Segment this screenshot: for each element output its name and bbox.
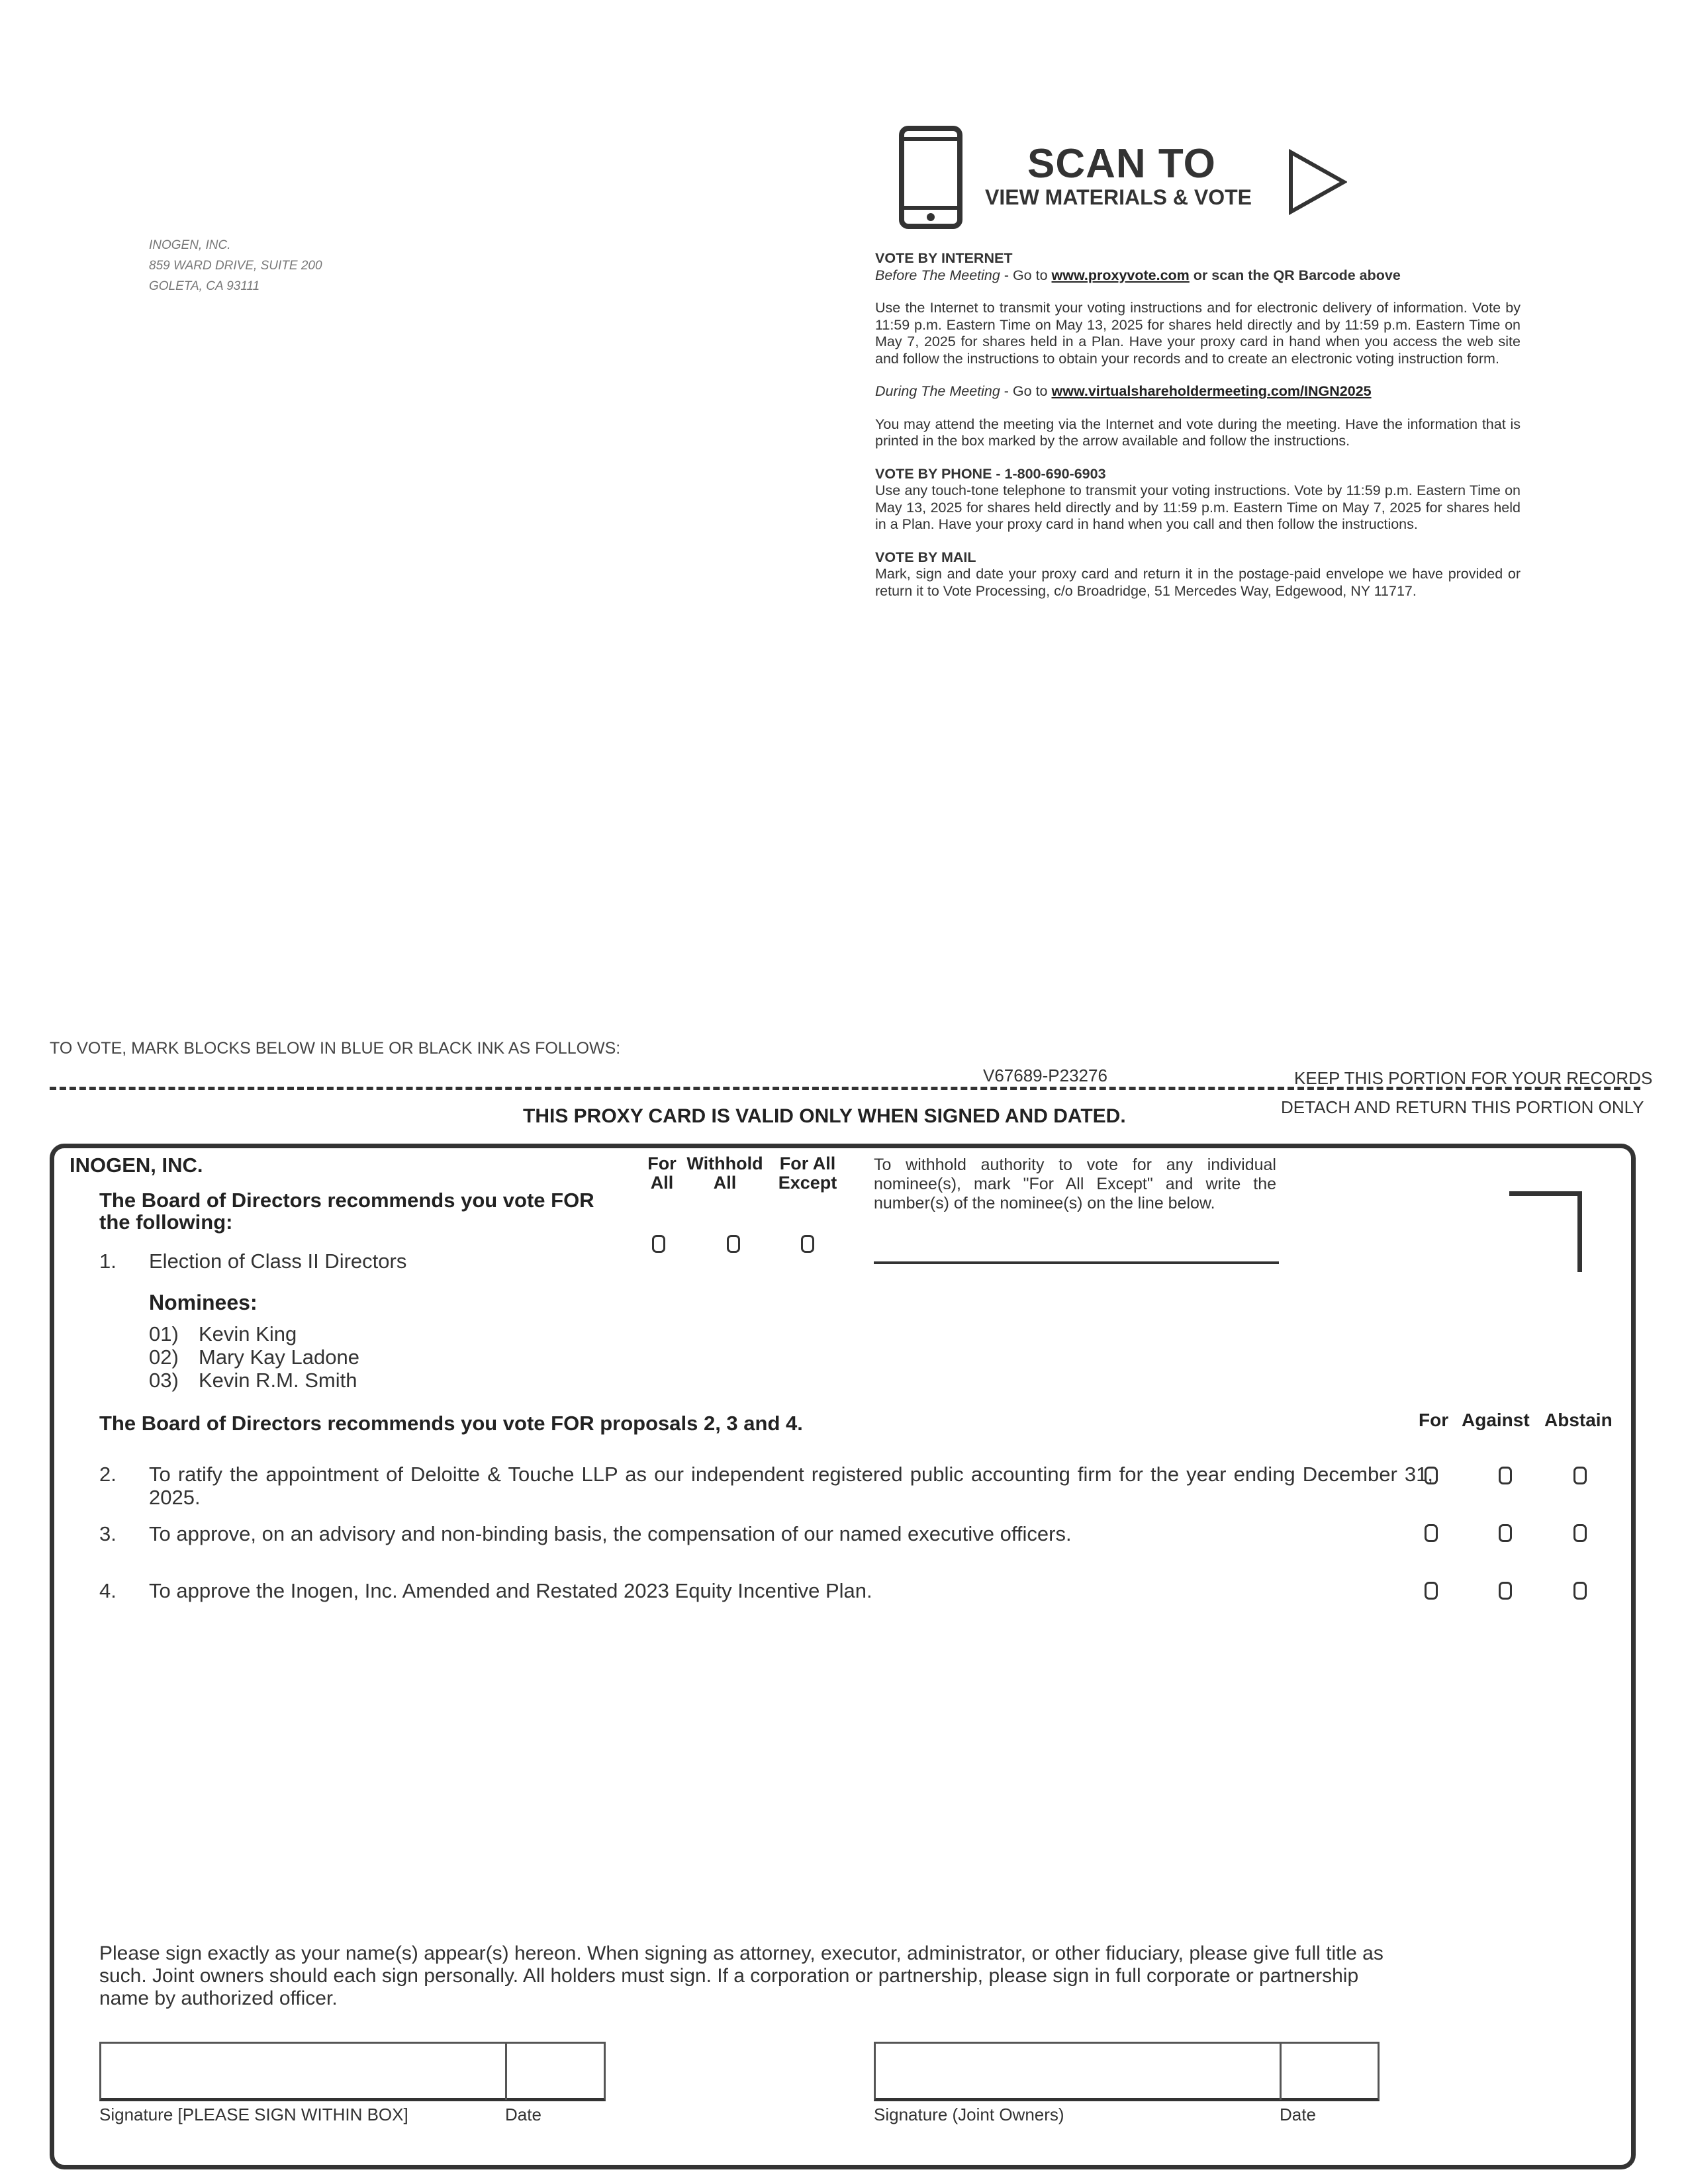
before-meeting-label: Before The Meeting bbox=[875, 267, 1000, 283]
col-for-all-except bbox=[768, 1154, 847, 1193]
item1-text: Election of Class II Directors bbox=[149, 1250, 407, 1273]
during-meeting-line bbox=[875, 383, 1521, 400]
board-recommendation-proposals: The Board of Directors recommends you vote FOR proposals 2, 3 and 4. bbox=[99, 1412, 803, 1435]
control-code: V67689-P23276 bbox=[983, 1066, 1107, 1085]
mail-heading: VOTE BY MAIL bbox=[875, 549, 976, 565]
before-tail-text: or scan the QR Barcode above bbox=[1189, 267, 1401, 283]
return-address bbox=[149, 235, 322, 296]
signature-box[interactable] bbox=[99, 2042, 606, 2101]
joint-signature-box[interactable] bbox=[874, 2042, 1380, 2101]
nominee-number-line[interactable] bbox=[874, 1261, 1279, 1264]
checkbox-p4-for[interactable] bbox=[1425, 1582, 1438, 1600]
voting-instructions bbox=[875, 250, 1521, 600]
signature-label: Signature [PLEASE SIGN WITHIN BOX] bbox=[99, 2105, 408, 2124]
scan-title: SCAN TO bbox=[1027, 141, 1216, 187]
company-name: INOGEN, INC. bbox=[149, 238, 231, 252]
col-except-l1: For All bbox=[779, 1154, 836, 1173]
card-company-name: INOGEN, INC. bbox=[70, 1154, 203, 1177]
signing-instructions: Please sign exactly as your name(s) appear(s) hereon. When signing as attorney, executor, administrator, or other fiduciary, please give full title as such. Joint owners should each sign personally. All holders must sign. If a corporation or partnership, please sign in full corporate or partnership name by authorized officer. bbox=[99, 1942, 1383, 2009]
nominee-num: 03) bbox=[149, 1369, 179, 1392]
checkbox-for-all-except[interactable] bbox=[801, 1235, 814, 1253]
col-withhold-all bbox=[682, 1154, 768, 1193]
nominees-heading: Nominees: bbox=[149, 1291, 258, 1314]
proposal-text: To approve, on an advisory and non-binding basis, the compensation of our named executive officers. bbox=[149, 1522, 1072, 1545]
mail-body: Mark, sign and date your proxy card and return it in the postage-paid envelope we have provided or return it to Vote Processing, c/o Broadridge, 51 Mercedes Way, Edgewood, NY 11717. bbox=[875, 566, 1521, 599]
proxyvote-link[interactable]: www.proxyvote.com bbox=[1051, 267, 1190, 283]
phone-body: Use any touch-tone telephone to transmit your voting instructions. Vote by 11:59 p.m. Eastern Time on May 13, 2025 for shares held directly and by 11:59 p.m. Eastern Time on May 7, 2025 for shares held in a Plan. Have your proxy card in hand when you call and then follow the instructions. bbox=[875, 482, 1521, 532]
board-recommendation-directors bbox=[99, 1189, 629, 1233]
corner-mark bbox=[1509, 1191, 1582, 1272]
keep-portion-text: KEEP THIS PORTION FOR YOUR RECORDS bbox=[1294, 1068, 1653, 1088]
detach-portion-text: DETACH AND RETURN THIS PORTION ONLY bbox=[1281, 1097, 1644, 1117]
valid-notice: THIS PROXY CARD IS VALID ONLY WHEN SIGNED AND DATED. bbox=[523, 1105, 1126, 1127]
date-divider bbox=[505, 2042, 507, 2100]
internet-heading: VOTE BY INTERNET bbox=[875, 250, 1013, 266]
nominee-name: Kevin R.M. Smith bbox=[199, 1369, 357, 1392]
col-withhold-l2: All bbox=[713, 1173, 737, 1193]
rec1-line2: the following: bbox=[99, 1210, 233, 1234]
joint-signature-label: Signature (Joint Owners) bbox=[874, 2105, 1064, 2124]
phone-heading: VOTE BY PHONE - 1-800-690-6903 bbox=[875, 465, 1106, 482]
smartphone-icon bbox=[899, 126, 962, 229]
proxy-card bbox=[50, 1144, 1636, 2169]
before-go-text: - Go to bbox=[1000, 267, 1052, 283]
company-street: 859 WARD DRIVE, SUITE 200 bbox=[149, 259, 322, 273]
mark-instructions: TO VOTE, MARK BLOCKS BELOW IN BLUE OR BLACK INK AS FOLLOWS: bbox=[50, 1039, 621, 1058]
detach-line bbox=[50, 1087, 1294, 1090]
joint-date-divider bbox=[1280, 2042, 1282, 2100]
scan-subtitle: VIEW MATERIALS & VOTE bbox=[985, 185, 1252, 209]
withhold-note: To withhold authority to vote for any individual nominee(s), mark "For All Except" and write the number(s) of the nominee(s) on the line below. bbox=[874, 1156, 1276, 1212]
checkbox-p2-for[interactable] bbox=[1425, 1467, 1438, 1484]
proposal-text: To ratify the appointment of Deloitte & Touche LLP as our independent registered public accounting firm for the year ending December 31, 2025. bbox=[149, 1463, 1433, 1509]
nominee-num: 02) bbox=[149, 1345, 179, 1369]
company-city: GOLETA, CA 93111 bbox=[149, 279, 260, 293]
during-go-text: - Go to bbox=[1000, 383, 1052, 399]
during-meeting-body: You may attend the meeting via the Internet and vote during the meeting. Have the information that is printed in the box marked by the arrow available and follow the instructions. bbox=[875, 416, 1521, 449]
item1-number: 1. bbox=[99, 1250, 117, 1273]
checkbox-p2-abstain[interactable] bbox=[1573, 1467, 1587, 1484]
col-except-l2: Except bbox=[778, 1173, 837, 1193]
checkbox-p4-abstain[interactable] bbox=[1573, 1582, 1587, 1600]
checkbox-p3-against[interactable] bbox=[1499, 1524, 1512, 1542]
internet-body: Use the Internet to transmit your voting instructions and for electronic delivery of information. Vote by 11:59 p.m. Eastern Time on May 13, 2025 for shares held directly and by 11:59 p.m. Eastern Time on May 7, 2025 for shares held in a Plan. Have your proxy card in hand when you access the web site and follow the instructions to obtain your records and to create an electronic voting instruction form. bbox=[875, 300, 1521, 367]
date-label: Date bbox=[505, 2105, 541, 2124]
checkbox-p3-abstain[interactable] bbox=[1573, 1524, 1587, 1542]
col-abstain: Abstain bbox=[1544, 1410, 1613, 1430]
col-for-all-l1: For bbox=[647, 1154, 677, 1173]
col-against: Against bbox=[1462, 1410, 1530, 1430]
col-for-all bbox=[639, 1154, 685, 1193]
play-arrow-icon bbox=[1288, 149, 1347, 215]
proposal-number: 2. bbox=[99, 1463, 117, 1486]
col-withhold-l1: Withhold bbox=[686, 1154, 763, 1173]
col-for: For bbox=[1419, 1410, 1449, 1430]
during-meeting-label: During The Meeting bbox=[875, 383, 1000, 399]
col-for-all-l2: All bbox=[650, 1173, 674, 1193]
checkbox-for-all[interactable] bbox=[652, 1235, 665, 1253]
proposal-number: 4. bbox=[99, 1579, 117, 1602]
checkbox-p4-against[interactable] bbox=[1499, 1582, 1512, 1600]
checkbox-p3-for[interactable] bbox=[1425, 1524, 1438, 1542]
before-meeting-line bbox=[875, 267, 1521, 285]
nominee-name: Mary Kay Ladone bbox=[199, 1345, 359, 1369]
checkbox-withhold-all[interactable] bbox=[727, 1235, 740, 1253]
checkbox-p2-against[interactable] bbox=[1499, 1467, 1512, 1484]
nominee-name: Kevin King bbox=[199, 1322, 297, 1345]
proposal-number: 3. bbox=[99, 1522, 117, 1545]
nominee-num: 01) bbox=[149, 1322, 179, 1345]
rec1-line1: The Board of Directors recommends you vote FOR bbox=[99, 1189, 594, 1212]
virtual-meeting-link[interactable]: www.virtualshareholdermeeting.com/INGN2025 bbox=[1051, 383, 1372, 399]
joint-date-label: Date bbox=[1280, 2105, 1316, 2124]
proposal-text: To approve the Inogen, Inc. Amended and Restated 2023 Equity Incentive Plan. bbox=[149, 1579, 872, 1602]
